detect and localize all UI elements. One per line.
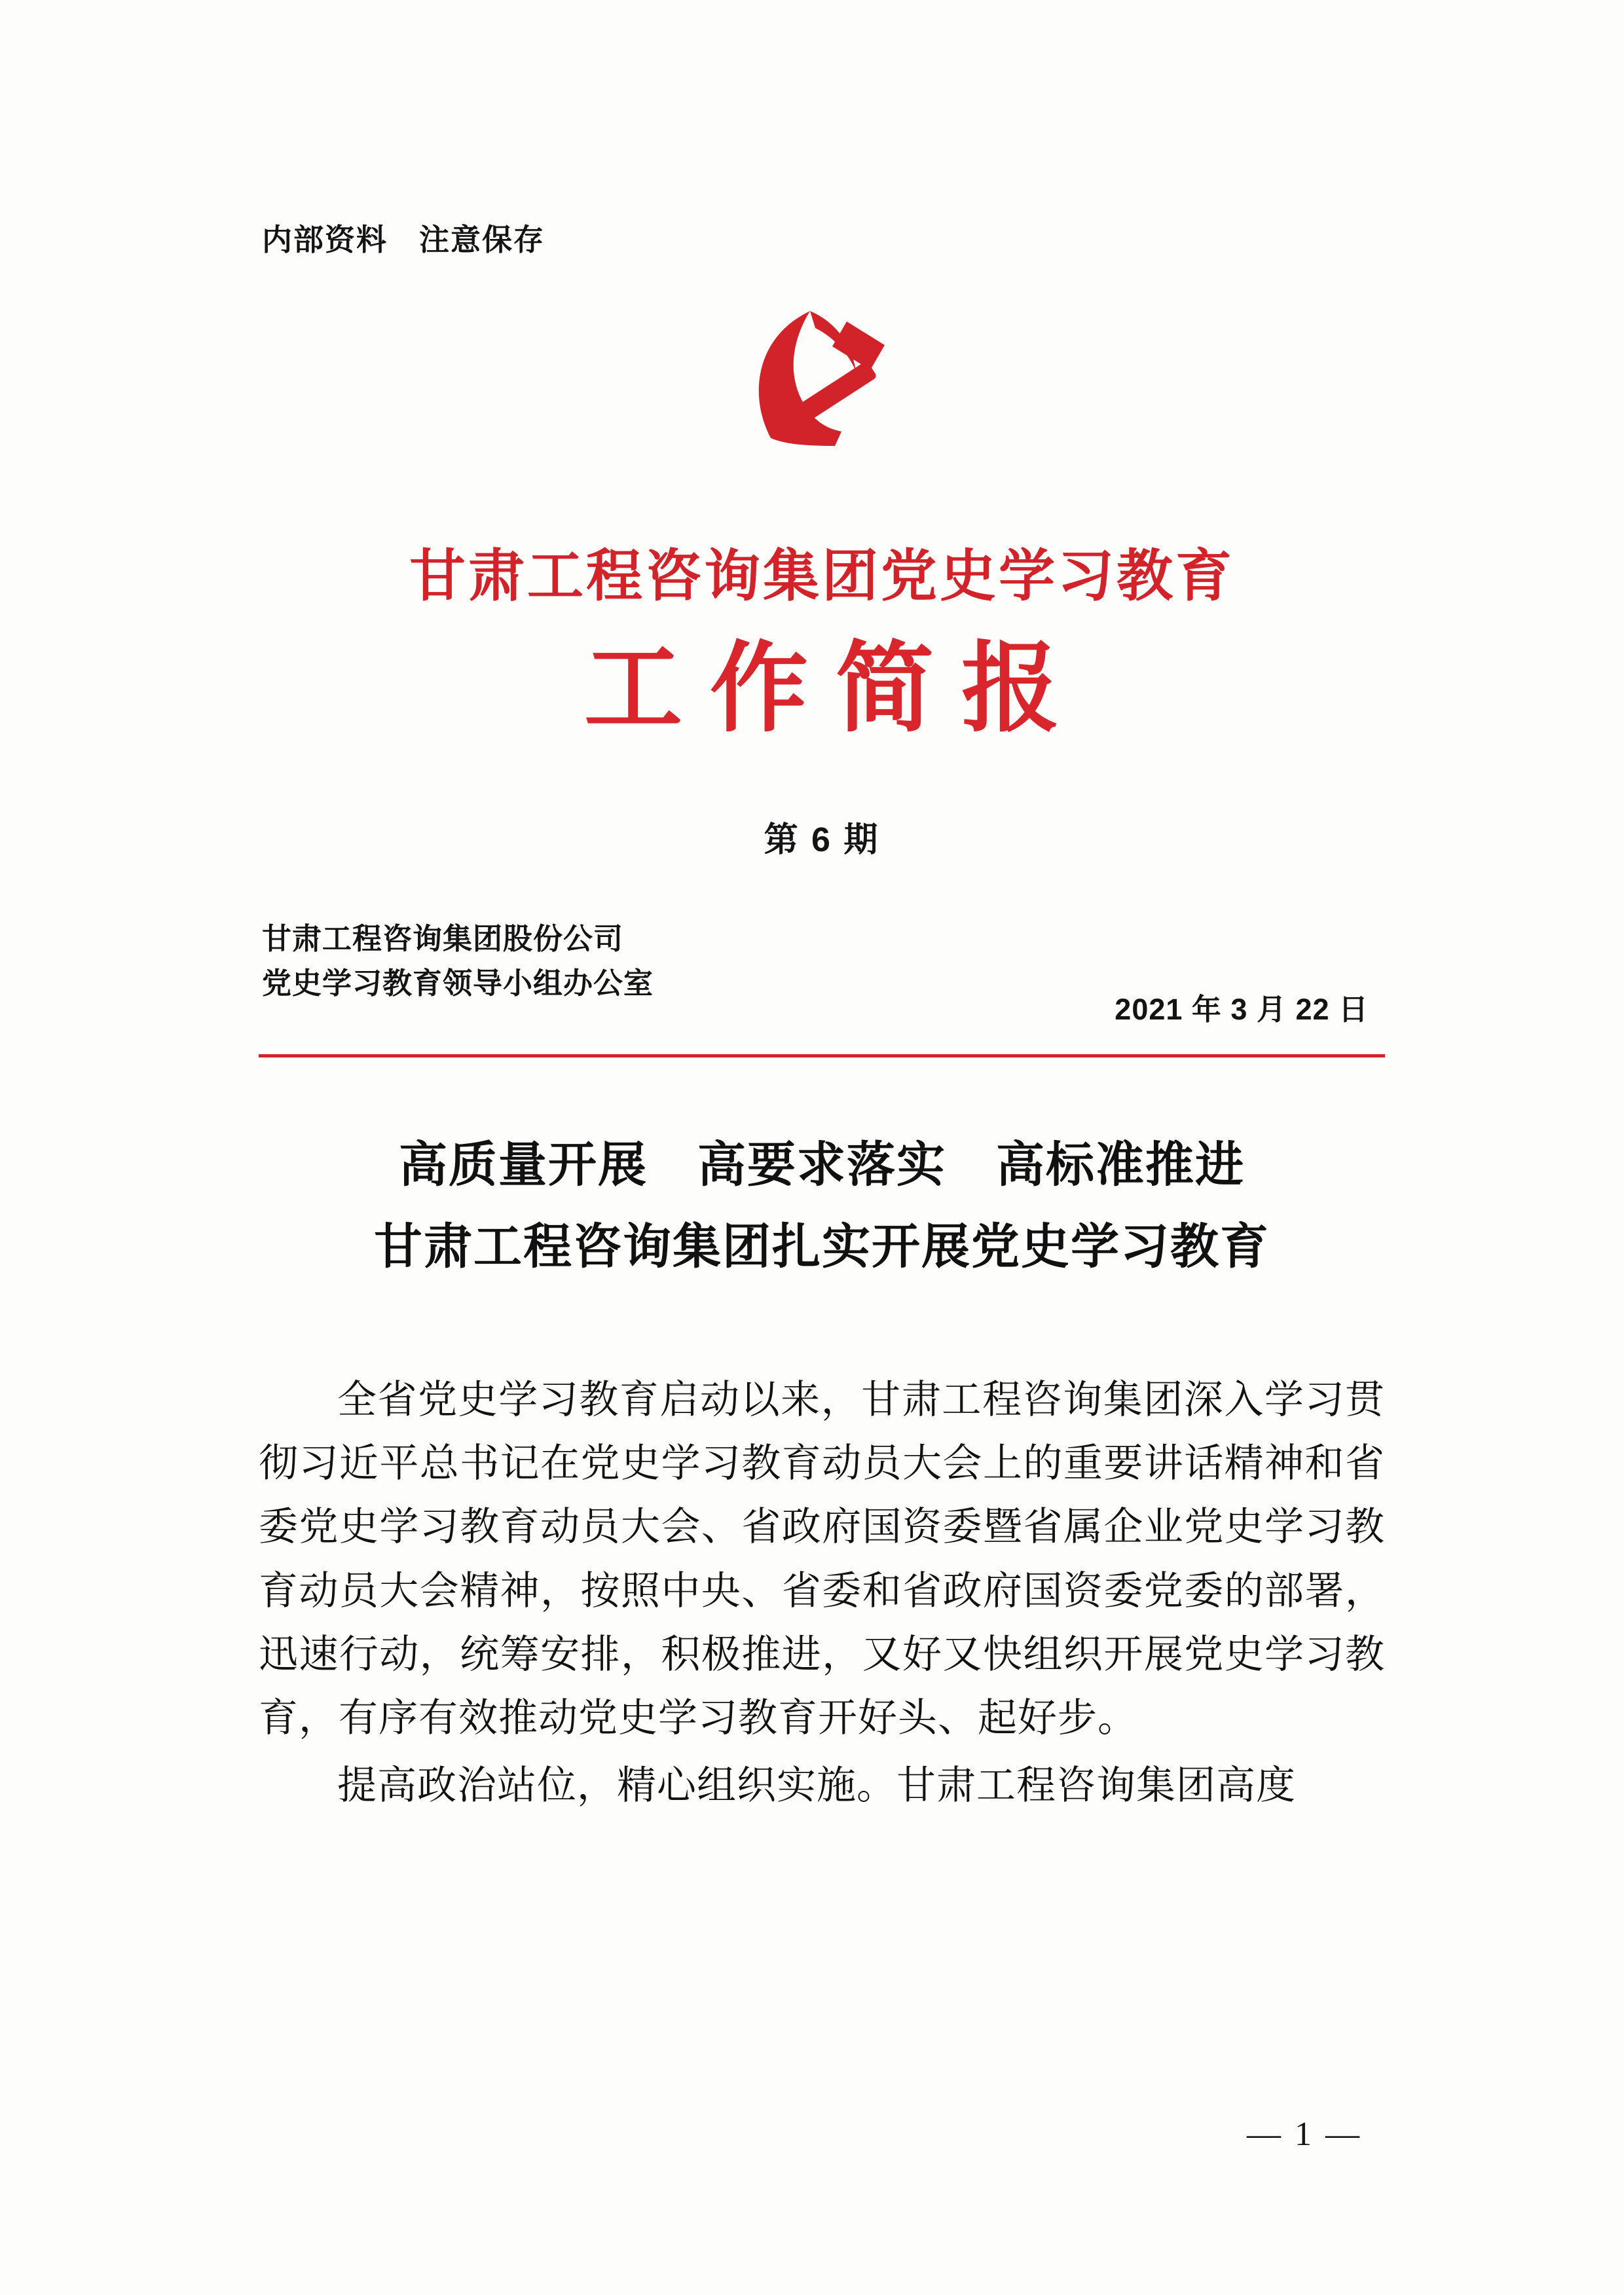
hammer-and-sickle-icon <box>737 298 907 462</box>
page-number: — 1 — <box>1247 2116 1362 2153</box>
issue-number: 第 6 期 <box>764 821 880 859</box>
article-paragraph: 提高政治站位，精心组织实施。甘肃工程咨询集团高度 <box>337 1764 1296 1808</box>
issuer-block <box>262 917 654 1006</box>
issuer-org-line2: 党史学习教育领导小组办公室 <box>262 966 654 1001</box>
issuer-org-line1: 甘肃工程咨询集团股份公司 <box>262 922 624 955</box>
issue-date: 2021 年 3 月 22 日 <box>1115 993 1369 1026</box>
masthead-title-line1: 甘肃工程咨询集团党史学习教育 <box>409 545 1234 608</box>
article-paragraph: 全省党史学习教育启动以来，甘肃工程咨询集团深入学习贯彻习近平总书记在党史学习教育动员大会上的重要讲话精神和省委党史学习教育动员大会、省政府国资委暨省属企业党史学习教育动员大会精神，按照中央、省委和省政府国资委党委的部署，迅速行动，统筹安排，积极推进，又好又快组织开展党史学习教育，有序有效推动党史学习教育开好头、起好步。 <box>259 1378 1385 1740</box>
masthead-title-line2: 工作简报 <box>583 635 1087 744</box>
header-divider-rule <box>259 1054 1385 1057</box>
internal-notice: 内部资料 注意保存 <box>262 223 545 257</box>
page-content <box>259 0 1385 2295</box>
article-title-line2: 甘肃工程咨询集团扎实开展党史学习教育 <box>374 1221 1270 1274</box>
article-body <box>259 1368 1385 1822</box>
article-title-line1: 高质量开展 高要求落实 高标准推进 <box>399 1139 1245 1192</box>
